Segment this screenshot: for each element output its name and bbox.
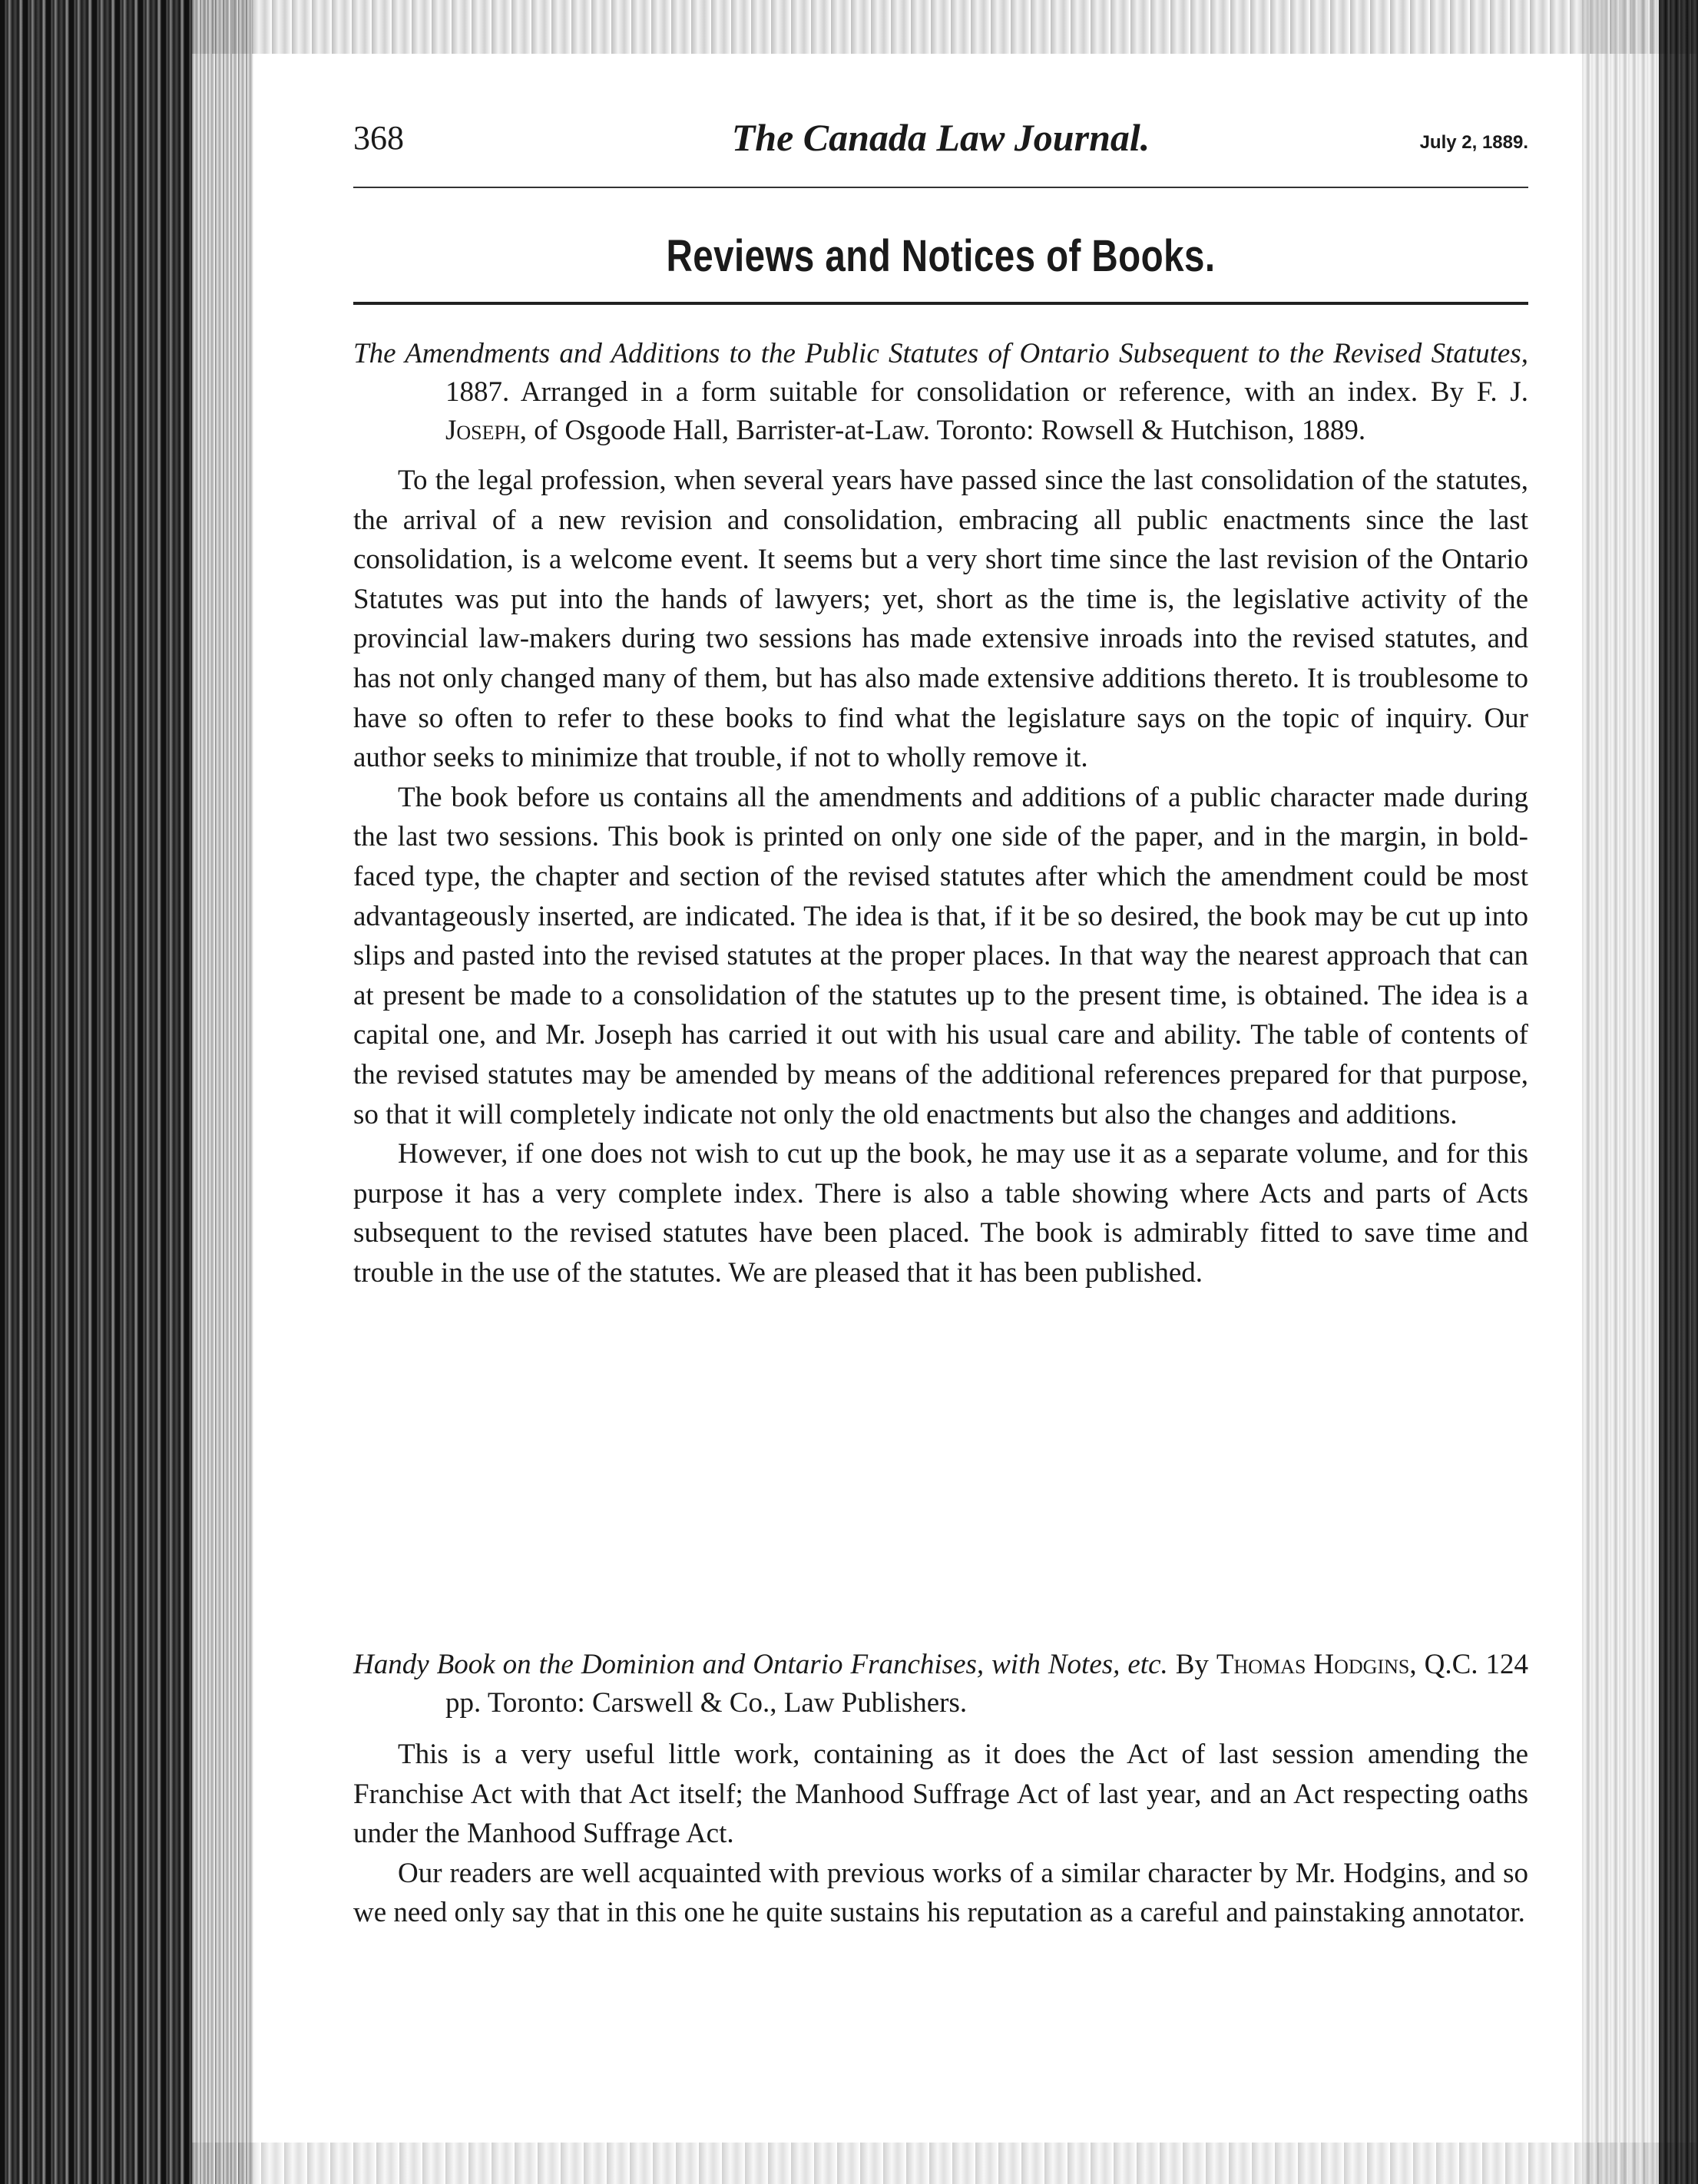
book-details: 1887. Arranged in a form suitable for consolidation or reference, with an index. By F. J. [445,376,1528,408]
page-edge-right-dark [1659,0,1698,2184]
book-title: Handy Book on the Dominion and Ontario Franchises, with Notes, etc. [353,1649,1168,1680]
review-2-title [353,1646,1528,1722]
review-1-title [353,335,1528,450]
book-title: The Amendments and Additions to the Public Statutes of Ontario Subsequent to the Revised Statutes, [353,338,1528,369]
paragraph: Our readers are well acquainted with previous works of a similar character by Mr. Hodgins, and so we need only say that in this one he quite sustains his reputation as a careful and painstaking annotator. [353,1857,1528,1929]
issue-date: July 2, 1889. [1419,132,1528,153]
review-1-body [353,461,1528,1292]
paragraph: To the legal profession, when several years have passed since the last consolidation of the statutes, the arrival of a new revision and consolidation, embracing all public enactments since the last consolidation, is a welcome event. It seems but a very short time since the last revision of the Ontario Statutes was put into the hands of lawyers; yet, short as the time is, the legislative activity of the provincial law-makers during two sessions has made extensive inroads into the revised statutes, and has not only changed many of them, but has also made extensive additions thereto. It is troublesome to have so often to refer to these books to find what the legislature says on the topic of inquiry. Our author seeks to minimize that trouble, if not to wholly remove it. [353,465,1528,774]
journal-title: The Canada Law Journal. [731,116,1150,159]
paragraph: The book before us contains all the amendments and additions of a public character made during the last two sessions. This book is printed on only one side of the paper, and in the margin, in bold-faced type, the chapter and section of the revised statutes after which the amendment could be most advantageously inserted, are indicated. The idea is that, if it be so desired, the book may be cut up into slips and pasted into the revised statutes at the proper places. In that way the nearest approach that can at present be made to a consolidation of the statutes up to the present time, is obtained. The idea is a capital one, and Mr. Joseph has carried it out with his usual care and ability. The table of contents of the revised statutes may be amended by means of the additional references prepared for that purpose, so that it will completely indicate not only the old enactments but also the changes and additions. [353,781,1528,1130]
section-rule [353,302,1528,305]
book-publisher: , of Osgoode Hall, Barrister-at-Law. Toronto: Rowsell & Hutchison, 1889. [519,415,1366,446]
gutter-shadow [192,0,253,2184]
review-2-body [353,1735,1528,1933]
author-name: Joseph [445,415,520,446]
scan-noise-top [192,0,1697,54]
page-number: 368 [353,119,404,157]
paragraph: However, if one does not wish to cut up the book, he may use it as a separate volume, and for this purpose it has a very complete index. There is also a table showing where Acts and parts of Acts subsequent to the revised statutes have been placed. The book is admirably fitted to save time and trouble in the use of the statutes. We are pleased that it has been published. [353,1138,1528,1289]
review-1 [353,335,1528,1292]
book-details: By [1167,1649,1216,1680]
running-header [353,115,1528,169]
header-rule [353,187,1528,188]
book-spine-shadow [0,0,192,2184]
review-2 [353,1646,1528,1933]
paragraph: This is a very useful little work, containing as it does the Act of last session amending the Franchise Act with that Act itself; the Manhood Suffrage Act of last year, and an Act respecting oaths under the Manhood Suffrage Act. [353,1739,1528,1850]
section-title: Reviews and Notices of Books. [666,231,1216,281]
book-publisher: , Q.C. 124 pp. Toronto: Carswell & Co., Law Publishers. [445,1649,1528,1719]
scan-noise-bottom [192,2143,1697,2184]
author-name: Thomas Hodgins [1216,1649,1410,1680]
